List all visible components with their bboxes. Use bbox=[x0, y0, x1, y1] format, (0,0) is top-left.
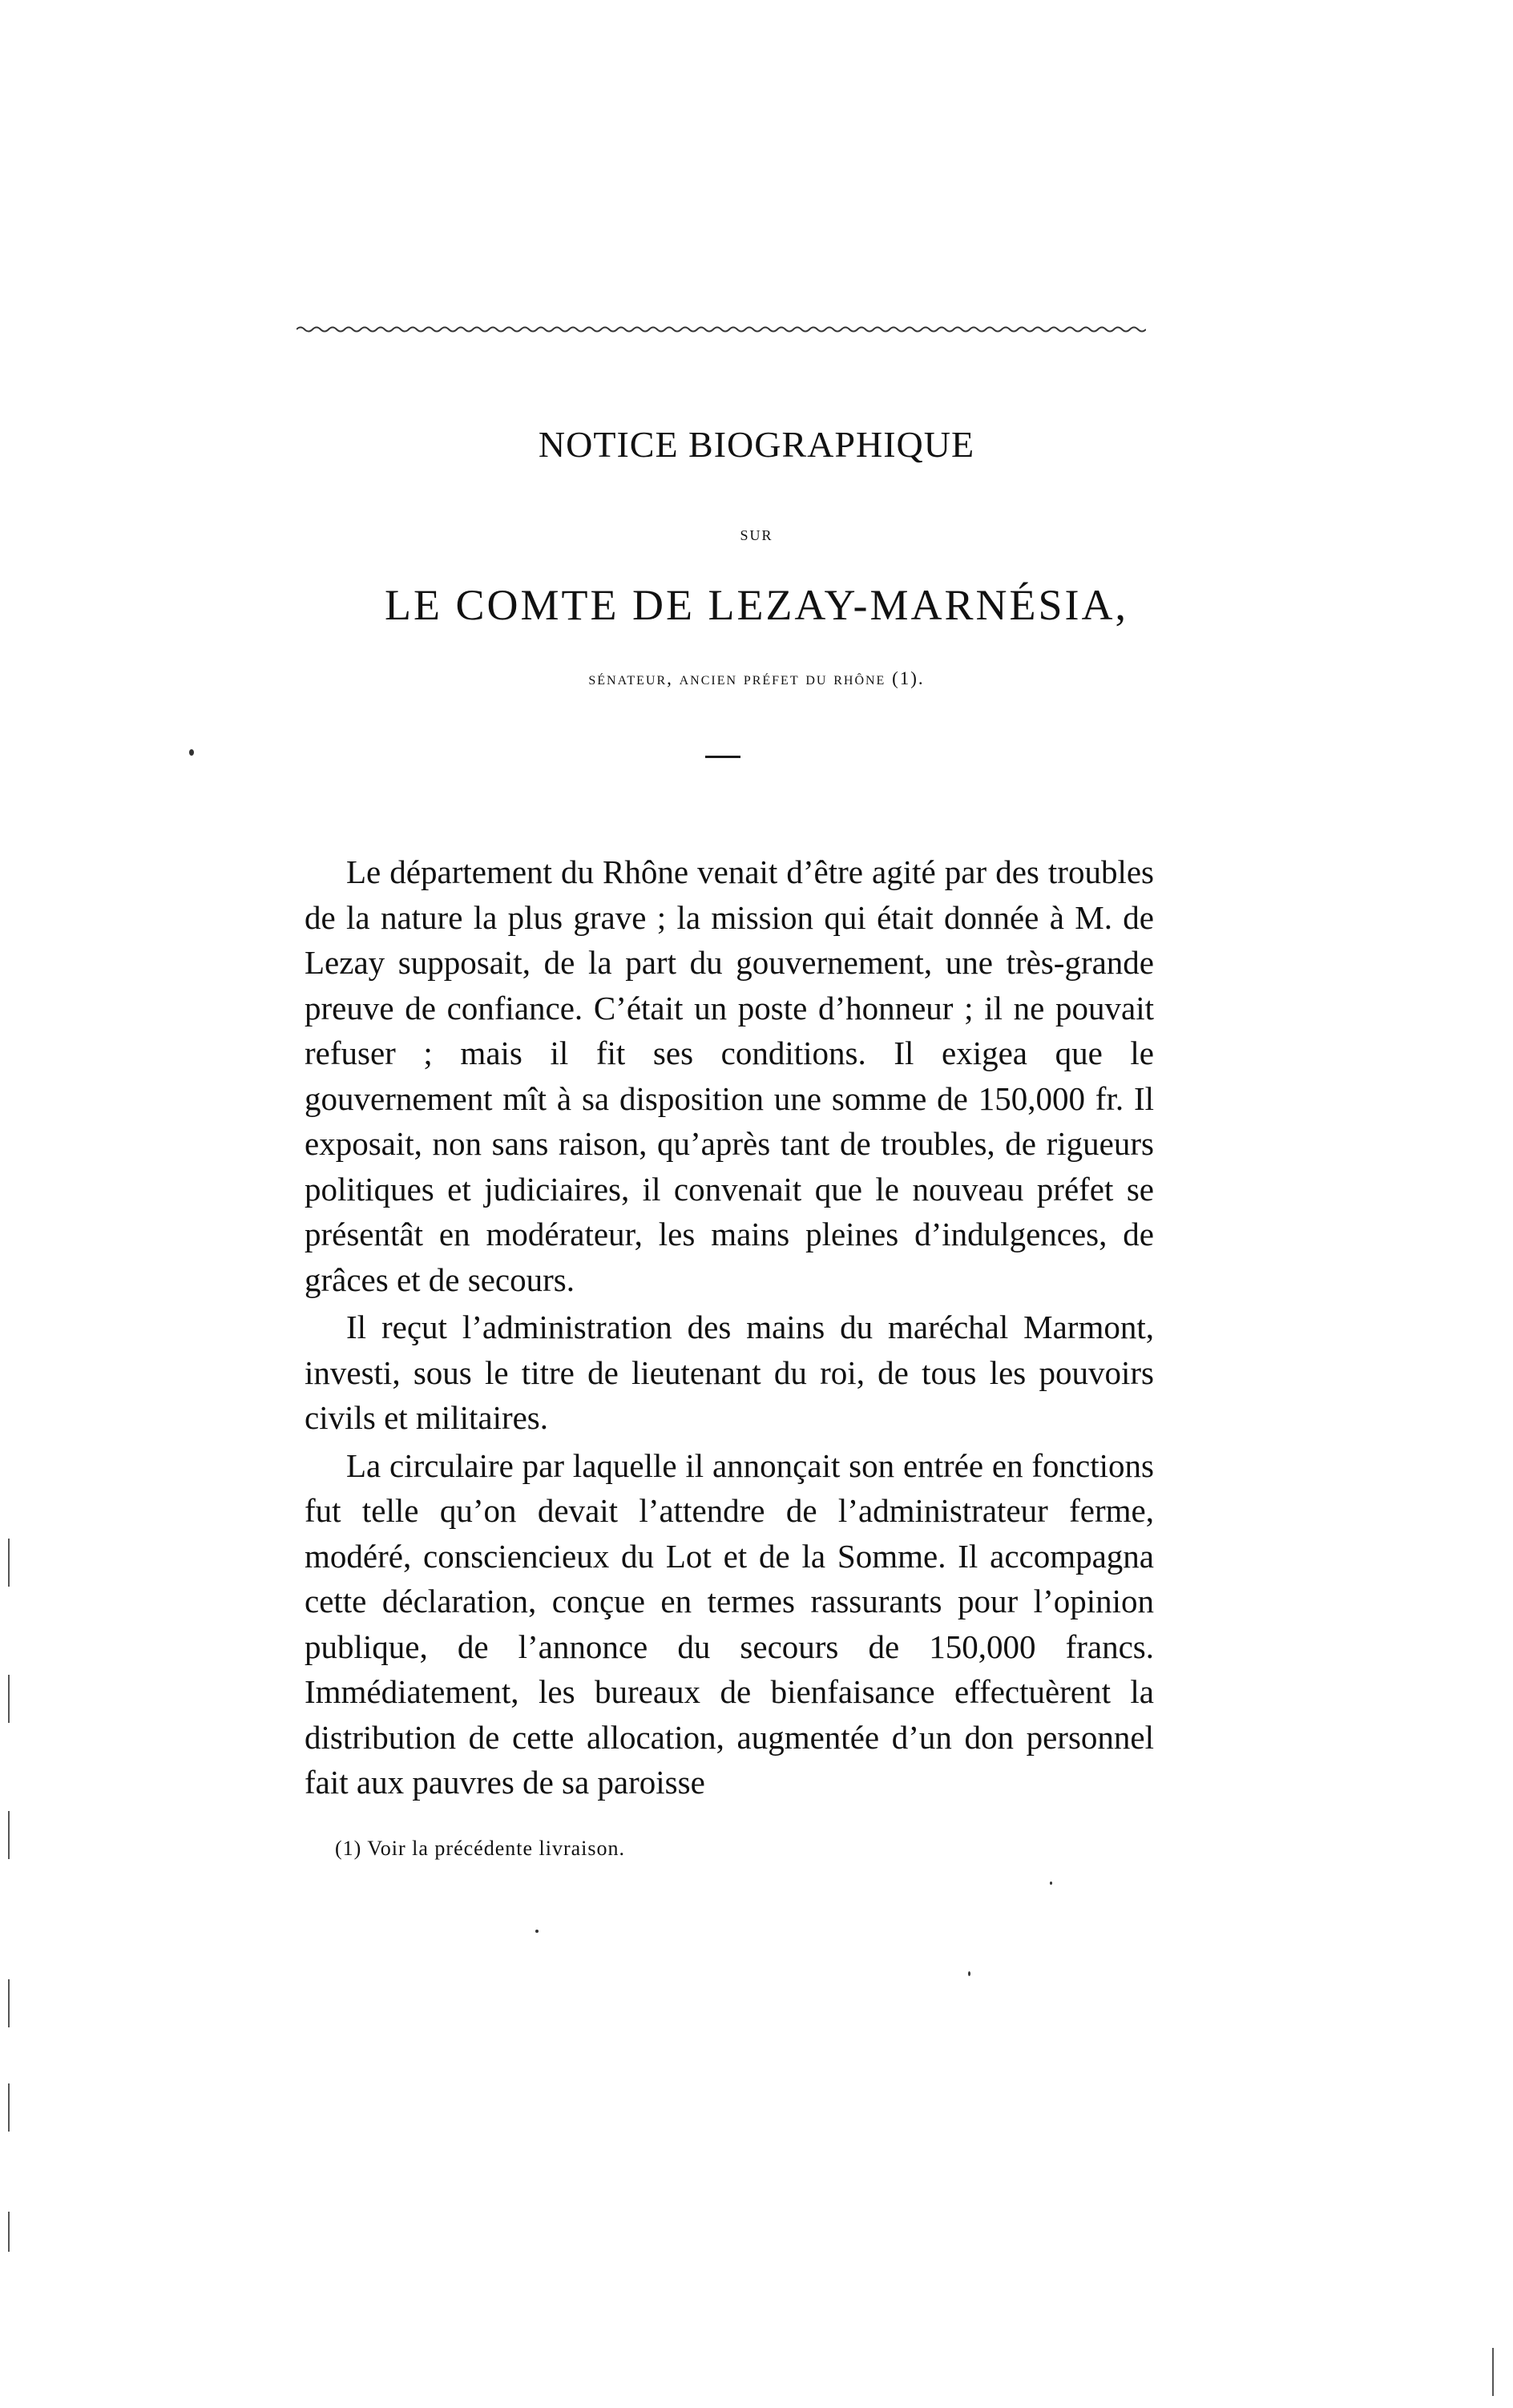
subject-subtitle: sénateur, ancien préfet du rhône (1). bbox=[588, 668, 925, 688]
paragraph: Le département du Rhône venait d’être agité par des troubles de la nature la plus grave ; la mission qui était donnée à M. de Lezay supposait, de la part du gouvernement, une très-grande preuve de confiance. C’était un poste d’honneur ; il ne pouvait refuser ; mais il fit ses conditions. Il exigea que le gouvernement mît à sa disposition une somme de 150,000 fr. Il exposait, non sans raison, qu’après tant de troubles, de rigueurs politiques et judiciaires, il convenait que le nouveau préfet se présentât en modérateur, les mains pleines d’indulgences, de grâces et de secours. bbox=[305, 853, 1154, 1298]
footnote: (1) Voir la précédente livraison. bbox=[335, 1837, 625, 1860]
print-speck bbox=[968, 1971, 970, 1976]
print-speck bbox=[189, 749, 194, 756]
section-dash bbox=[705, 756, 740, 758]
decorative-wavy-rule bbox=[297, 324, 1146, 335]
scan-edge-mark bbox=[8, 2212, 10, 2252]
subject-heading: LE COMTE DE LEZAY-MARNÉSIA, bbox=[385, 581, 1128, 629]
page-title: NOTICE BIOGRAPHIQUE bbox=[538, 424, 975, 465]
title-connector: SUR bbox=[740, 527, 773, 543]
scan-edge-mark bbox=[8, 1811, 10, 1859]
scan-edge-mark bbox=[1492, 2348, 1494, 2396]
print-speck bbox=[1050, 1882, 1052, 1885]
body-text bbox=[305, 849, 1154, 1805]
scan-edge-mark bbox=[8, 1539, 10, 1587]
paragraph: Il reçut l’administration des mains du maréchal Marmont, investi, sous le titre de lieutenant du roi, de tous les pouvoirs civils et militaires. bbox=[305, 1309, 1154, 1436]
scan-edge-mark bbox=[8, 2083, 10, 2132]
print-speck bbox=[535, 1930, 539, 1933]
scan-edge-mark bbox=[8, 1979, 10, 2027]
paragraph: La circulaire par laquelle il annonçait son entrée en fonctions fut telle qu’on devait l’attendre de l’administrateur ferme, modéré, consciencieux du Lot et de la Somme. Il accompagna cette déclaration, conçue en termes rassurants pour l’opinion publique, de l’annonce du secours de 150,000 francs. Immédiatement, les bureaux de bienfaisance effectuèrent la distribution de cette allocation, augmentée d’un don personnel fait aux pauvres de sa paroisse bbox=[305, 1446, 1154, 1801]
scan-edge-mark bbox=[8, 1675, 10, 1723]
